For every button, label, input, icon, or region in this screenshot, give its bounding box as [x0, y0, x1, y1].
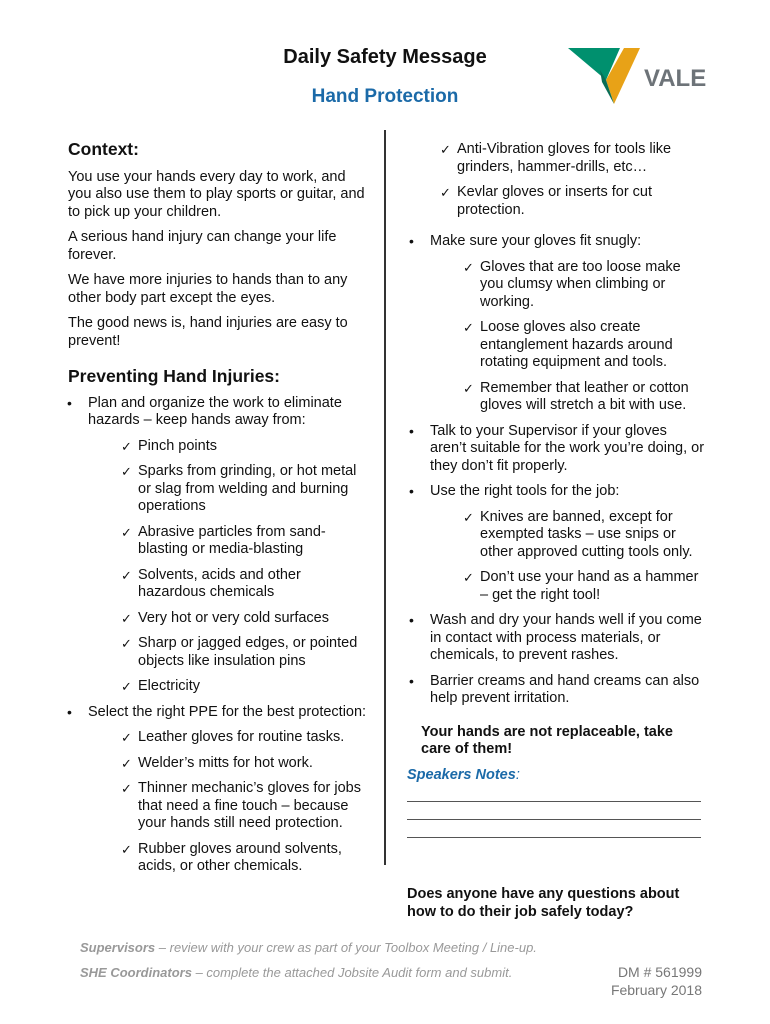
column-divider — [384, 130, 386, 865]
check-item: ✓ Rubber gloves around solvents, acids, or other chemicals. — [121, 841, 368, 876]
bullet-text: Plan and organize the work to eliminate hazards – keep hands away from: — [88, 394, 342, 428]
vale-logo-icon — [566, 42, 716, 106]
notes-line[interactable] — [407, 802, 701, 820]
notes-line[interactable] — [407, 784, 701, 802]
check-item: ✓ Very hot or very cold surfaces — [121, 610, 368, 628]
context-paragraph: You use your hands every day to work, and you also use them to play sports or guitar, and to pick up your children. — [68, 168, 365, 220]
list-item — [65, 704, 368, 876]
check-item: ✓ Gloves that are too loose make you clumsy when climbing or working. — [463, 259, 707, 312]
check-item: ✓ Solvents, acids and other hazardous chemicals — [121, 567, 368, 602]
check-item: ✓ Welder’s mitts for hot work. — [121, 755, 368, 773]
check-item: ✓ Kevlar gloves or inserts for cut protection. — [440, 184, 707, 219]
right-column — [407, 141, 707, 838]
context-paragraph: The good news is, hand injuries are easy to prevent! — [68, 315, 348, 349]
check-item: ✓ Anti-Vibration gloves for tools like grinders, hammer-drills, etc… — [440, 141, 707, 176]
page-subtitle: Hand Protection — [311, 86, 459, 107]
logo-text: VALE — [644, 65, 707, 92]
check-item: ✓ Sharp or jagged edges, or pointed objects like insulation pins — [121, 635, 368, 670]
page-title: Daily Safety Message — [283, 46, 487, 68]
left-column — [68, 141, 368, 884]
check-item: ✓ Thinner mechanic’s gloves for jobs that need a fine touch – because your hands still need protection. — [121, 780, 368, 833]
check-item: ✓ Electricity — [121, 678, 368, 696]
context-heading: Context: — [68, 139, 139, 159]
footer-supervisors: Supervisors – review with your crew as part of your Toolbox Meeting / Line-up. — [80, 940, 537, 955]
context-paragraph: A serious hand injury can change your life forever. — [68, 229, 337, 263]
check-item: ✓ Abrasive particles from sand-blasting or media-blasting — [121, 524, 368, 559]
vale-logo — [566, 42, 716, 106]
list-item — [65, 395, 368, 696]
check-item: ✓ Leather gloves for routine tasks. — [121, 729, 368, 747]
preventing-heading: Preventing Hand Injuries: — [68, 366, 280, 386]
document-info — [560, 963, 702, 999]
check-item: ✓ Sparks from grinding, or hot metal or slag from welding and burning operations — [121, 463, 368, 516]
bullet-text: Make sure your gloves fit snugly: — [430, 233, 642, 249]
list-item — [407, 233, 707, 415]
dm-number: DM # 561999 — [617, 964, 702, 980]
bullet-text: Use the right tools for the job: — [430, 483, 620, 499]
notes-line[interactable] — [407, 820, 701, 838]
check-item: ✓ Don’t use your hand as a hammer – get the right tool! — [463, 569, 707, 604]
context-paragraph: We have more injuries to hands than to any other body part except the eyes. — [68, 272, 348, 306]
check-item: ✓ Remember that leather or cotton gloves will stretch a bit with use. — [463, 380, 707, 415]
list-item: • Wash and dry your hands well if you come in contact with process materials, or chemicals, to prevent rashes. — [407, 612, 707, 665]
list-item: • Barrier creams and hand creams can also help prevent irritation. — [407, 673, 707, 708]
document-date: February 2018 — [610, 982, 702, 998]
check-item: ✓ Knives are banned, except for exempted tasks – use snips or other approved cutting tools only. — [463, 509, 707, 562]
hands-replaceable-note: Your hands are not replaceable, take care of them! — [421, 723, 673, 757]
list-item — [407, 483, 707, 604]
bullet-text: Select the right PPE for the best protection: — [88, 703, 367, 720]
check-item: ✓ Loose gloves also create entanglement hazards around rotating equipment and tools. — [463, 319, 707, 372]
check-item: ✓ Pinch points — [121, 438, 368, 456]
speakers-notes-label: Speakers Notes: — [407, 766, 520, 783]
footer-she: SHE Coordinators – complete the attached Jobsite Audit form and submit. — [80, 965, 513, 980]
list-item: • Talk to your Supervisor if your gloves aren’t suitable for the work you’re doing, or they don’t fit properly. — [407, 423, 707, 476]
closing-question: Does anyone have any questions about how to do their job safely today? — [407, 886, 680, 920]
